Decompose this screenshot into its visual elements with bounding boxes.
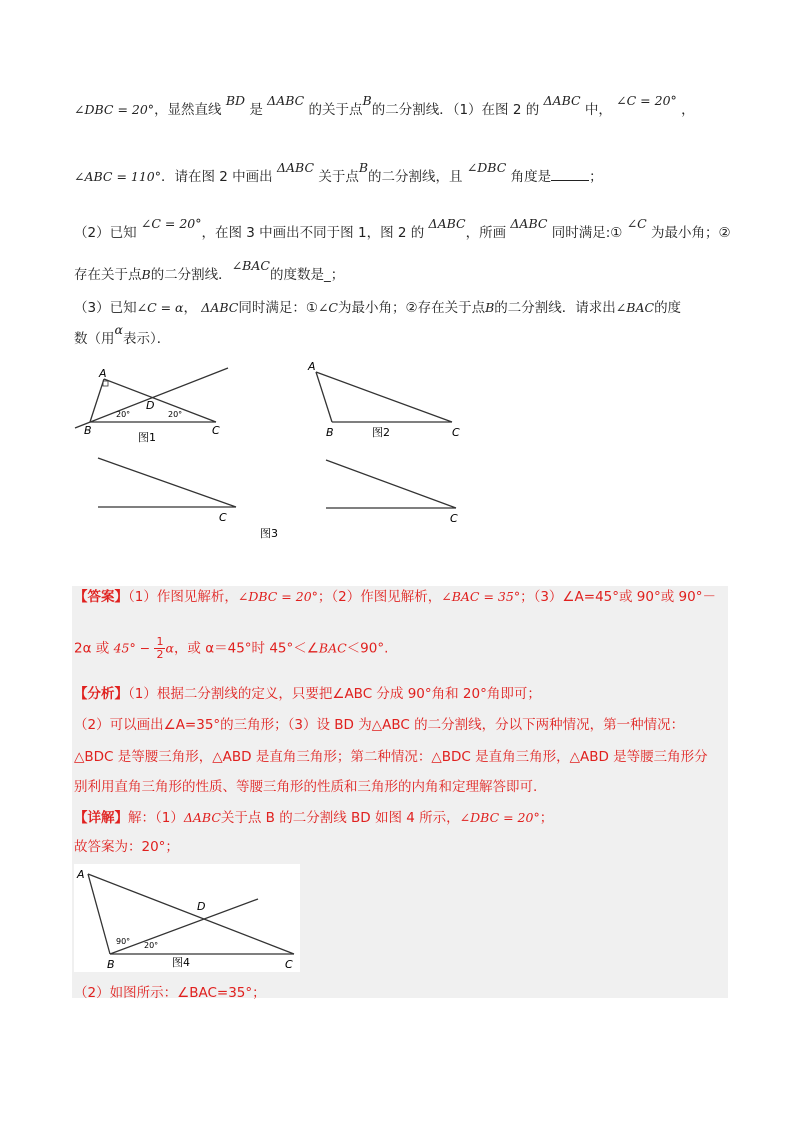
detail-line-3: （2）如图所示：∠BAC=35°； <box>74 985 266 1001</box>
angle-label: 20° <box>168 410 183 419</box>
angle-label: 20° <box>144 941 159 950</box>
label-a: A <box>99 367 107 380</box>
label-c: C <box>285 958 293 971</box>
answer-line-2: 2α 或 45° − $\frac{1}{2}\alpha$，或 α＝45°时 45°＜∠BAC＜90°. <box>74 635 389 661</box>
figure-2 <box>302 358 472 444</box>
analysis-line-2: （2）可以画出∠A=35°的三角形；（3）设 BD 为△ABC 的二分割线，分以下两种情况，第一种情况： <box>74 717 685 733</box>
figure-caption: 图4 <box>172 956 190 969</box>
analysis-line-3: △BDC 是等腰三角形，△ABD 是直角三角形；第二种情况：△BDC 是直角三角形，△ABD 是等腰三角形分 <box>74 749 708 765</box>
answer-line-1: 【答案】（1）作图见解析，∠DBC = 20°；（2）作图见解析，∠BAC = 35°；（3）∠A=45°或 90°或 90°－ <box>74 589 716 605</box>
label-a: A <box>308 360 316 373</box>
label-b: B <box>107 958 115 971</box>
question-line-6: 数（用α表示）． <box>74 322 171 347</box>
analysis-tag: 【分析】 <box>74 686 128 702</box>
question-line-5: （3）已知∠C = α， ΔABC同时满足：①∠C为最小角；②存在关于点B的二分割线．请求出∠BAC的度 <box>74 300 682 316</box>
label-b: B <box>326 426 334 439</box>
label-b: B <box>84 424 92 437</box>
label-c: C <box>452 426 460 439</box>
label-c: C <box>212 424 220 437</box>
figure-1 <box>70 362 240 444</box>
figure-4 <box>74 864 300 972</box>
fraction: $\frac{1}{2}$ <box>156 635 164 661</box>
math-dbc: ∠DBC = 20° <box>74 102 155 117</box>
question-line-4: 存在关于点B的二分割线．∠BAC的度数是_； <box>74 258 345 283</box>
figure-caption: 图1 <box>138 431 156 444</box>
figure-3 <box>90 450 470 545</box>
analysis-line-4: 别利用直角三角形的性质、等腰三角形的性质和三角形的内角和定理解答即可. <box>74 779 538 795</box>
label-c: C <box>450 512 458 525</box>
question-line-3: （2）已知 ∠C = 20°，在图 3 中画出不同于图 1，图 2 的 ΔABC，所画 ΔABC 同时满足:① ∠C 为最小角；② <box>74 216 731 241</box>
label-d: D <box>197 900 206 913</box>
analysis-line-1: 【分析】（1）根据二分割线的定义，只要把∠ABC 分成 90°角和 20°角即可； <box>74 686 541 702</box>
detail-line-1: 【详解】解：（1）ΔABC关于点 B 的二分割线 BD 如图 4 所示，∠DBC = 20°； <box>74 810 554 826</box>
label-a: A <box>77 868 85 881</box>
detail-tag: 【详解】 <box>74 810 128 826</box>
detail-line-2: 故答案为：20°； <box>74 839 179 855</box>
label-c: C <box>219 511 227 524</box>
question-line-1: ∠DBC = 20°，显然直线 BD 是 ΔABC 的关于点B的二分割线．（1）在图 2 的 ΔABC 中， ∠C = 20° ， <box>74 93 695 118</box>
angle-label: 90° <box>116 937 131 946</box>
answer-blank <box>551 180 589 181</box>
label-d: D <box>146 399 155 412</box>
angle-label: 20° <box>116 410 131 419</box>
figure-caption: 图2 <box>372 426 390 439</box>
answer-tag: 【答案】 <box>74 589 128 605</box>
question-line-2: ∠ABC = 110°．请在图 2 中画出 ΔABC 关于点B的二分割线，且 ∠DBC 角度是 ； <box>74 160 603 185</box>
figure-caption: 图3 <box>260 527 278 540</box>
